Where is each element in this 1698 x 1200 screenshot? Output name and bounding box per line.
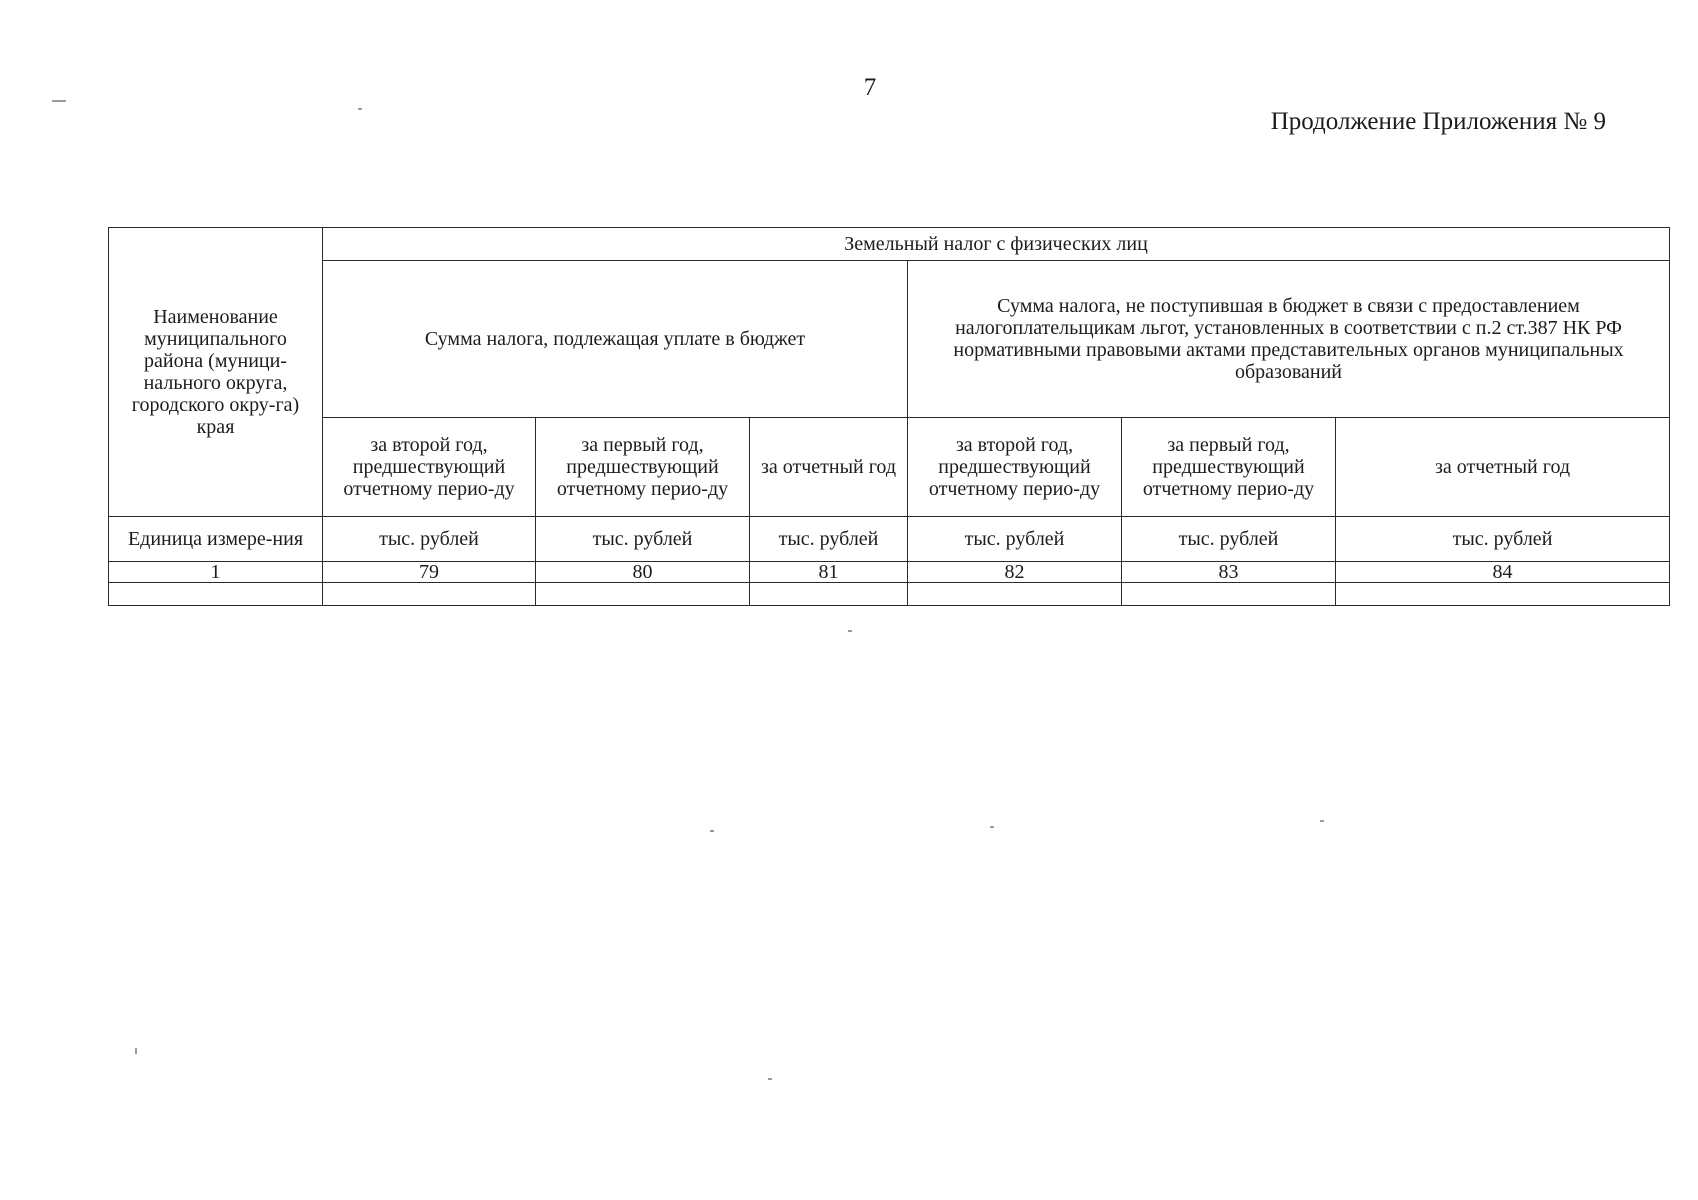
unit-cell: тыс. рублей <box>750 517 908 562</box>
empty-cell <box>536 583 750 606</box>
tax-table <box>108 227 1670 606</box>
scan-speck <box>848 630 852 632</box>
group-header-payable: Сумма налога, подлежащая уплате в бюджет <box>323 261 908 418</box>
empty-cell <box>1122 583 1336 606</box>
period-header: за отчетный год <box>1336 418 1670 517</box>
scan-speck <box>990 826 994 828</box>
column-number: 81 <box>750 562 908 583</box>
empty-cell <box>750 583 908 606</box>
group-header-benefits: Сумма налога, не поступившая в бюджет в связи с предоставлением налогоплательщикам льгот, установленных в соответствии с п.2 ст.387 НК РФ нормативными правовыми актами представительных органов муниципальных образований <box>908 261 1670 418</box>
scan-speck <box>768 1078 772 1080</box>
empty-cell <box>109 583 323 606</box>
row-header-cell: Наименование муниципального района (муници-нального округа, городского окру-га) края <box>109 228 323 517</box>
main-header: Земельный налог с физических лиц <box>323 228 1670 261</box>
column-number: 1 <box>109 562 323 583</box>
scan-speck <box>710 830 714 832</box>
scan-speck <box>135 1048 137 1054</box>
period-header: за второй год, предшествующий отчетному перио-ду <box>323 418 536 517</box>
empty-cell <box>1336 583 1670 606</box>
page-number: 7 <box>863 74 877 101</box>
unit-label: Единица измере-ния <box>109 517 323 562</box>
unit-cell: тыс. рублей <box>536 517 750 562</box>
period-header: за первый год, предшествующий отчетному перио-ду <box>1122 418 1336 517</box>
scan-speck <box>1320 820 1324 822</box>
unit-cell: тыс. рублей <box>1336 517 1670 562</box>
scan-speck <box>358 108 362 110</box>
period-header: за отчетный год <box>750 418 908 517</box>
unit-cell: тыс. рублей <box>908 517 1122 562</box>
unit-cell: тыс. рублей <box>323 517 536 562</box>
column-number: 82 <box>908 562 1122 583</box>
column-number: 80 <box>536 562 750 583</box>
scan-speck <box>52 100 66 102</box>
empty-cell <box>908 583 1122 606</box>
appendix-title: Продолжение Приложения № 9 <box>1270 108 1606 135</box>
empty-cell <box>323 583 536 606</box>
column-number: 79 <box>323 562 536 583</box>
period-header: за первый год, предшествующий отчетному перио-ду <box>536 418 750 517</box>
period-header: за второй год, предшествующий отчетному перио-ду <box>908 418 1122 517</box>
column-number: 84 <box>1336 562 1670 583</box>
unit-cell: тыс. рублей <box>1122 517 1336 562</box>
column-number: 83 <box>1122 562 1336 583</box>
